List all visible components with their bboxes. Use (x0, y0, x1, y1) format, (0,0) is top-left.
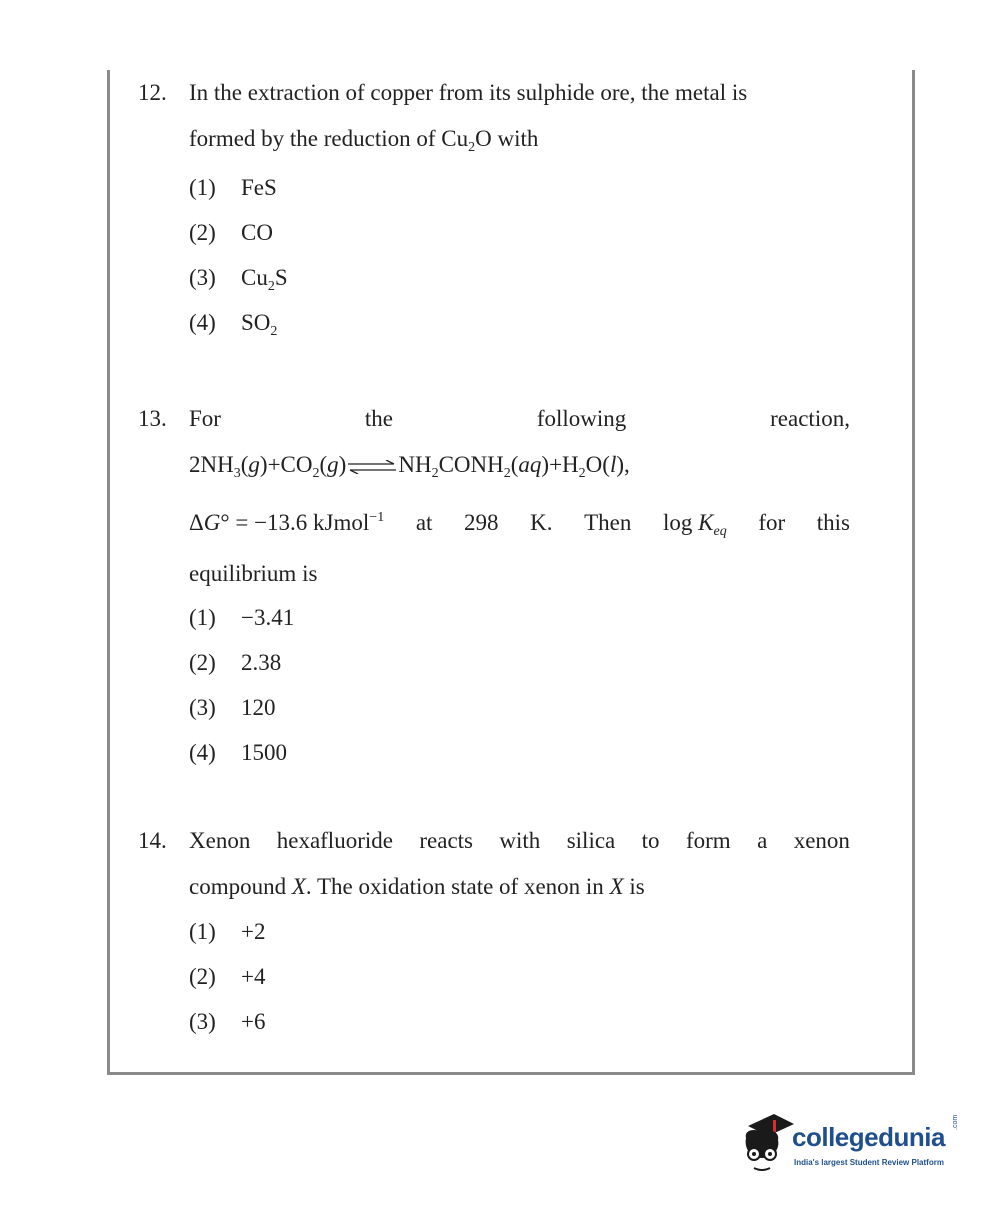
question-text-line: In the extraction of copper from its sulphide ore, the metal is (189, 80, 748, 105)
mascot-icon (740, 1108, 796, 1184)
chemical-equation: $2NH_3(g)+CO_2(g)$ $NH_2CONH_2(aq)+H_2O(l)$, (189, 452, 630, 481)
logo-tagline: India's largest Student Review Platform (794, 1158, 944, 1167)
question-text-line: ΔG° = −13.6 kJmol$^{-1}$ at 298 K. Then $\log K_{eq}$ for this (189, 510, 850, 539)
logo-dotcom: .com (952, 1114, 959, 1130)
option-2[interactable]: (2) +4 (189, 964, 266, 989)
question-number: 14. (138, 828, 167, 853)
option-2[interactable]: (2) 2.38 (189, 650, 282, 675)
question-text-line: equilibrium is (189, 561, 318, 586)
option-3[interactable]: (3) 120 (189, 695, 276, 720)
option-3[interactable]: (3) +6 (189, 1009, 266, 1034)
question-number: 13. (138, 406, 167, 431)
option-2[interactable]: (2) CO (189, 220, 273, 245)
collegedunia-logo[interactable] (740, 1108, 960, 1184)
equilibrium-arrow-icon (346, 460, 398, 474)
option-1[interactable]: (1) FeS (189, 175, 277, 200)
question-number: 12. (138, 80, 167, 105)
option-4[interactable]: (4) 1500 (189, 740, 287, 765)
option-4[interactable]: (4) $SO_2$ (189, 310, 278, 339)
question-text-line: For the following reaction, (189, 406, 850, 431)
option-1[interactable]: (1) +2 (189, 919, 266, 944)
option-3[interactable]: (3) $Cu_2S$ (189, 265, 288, 294)
question-text-line: formed by the reduction of $Cu_2O$ with (189, 126, 539, 155)
logo-wordmark: collegedunia (792, 1122, 945, 1152)
question-text-line: Xenon hexafluoride reacts with silica to form a xenon (189, 828, 850, 853)
question-text-line: compound X. The oxidation state of xenon in X is (189, 874, 645, 899)
option-1[interactable]: (1) −3.41 (189, 605, 295, 630)
